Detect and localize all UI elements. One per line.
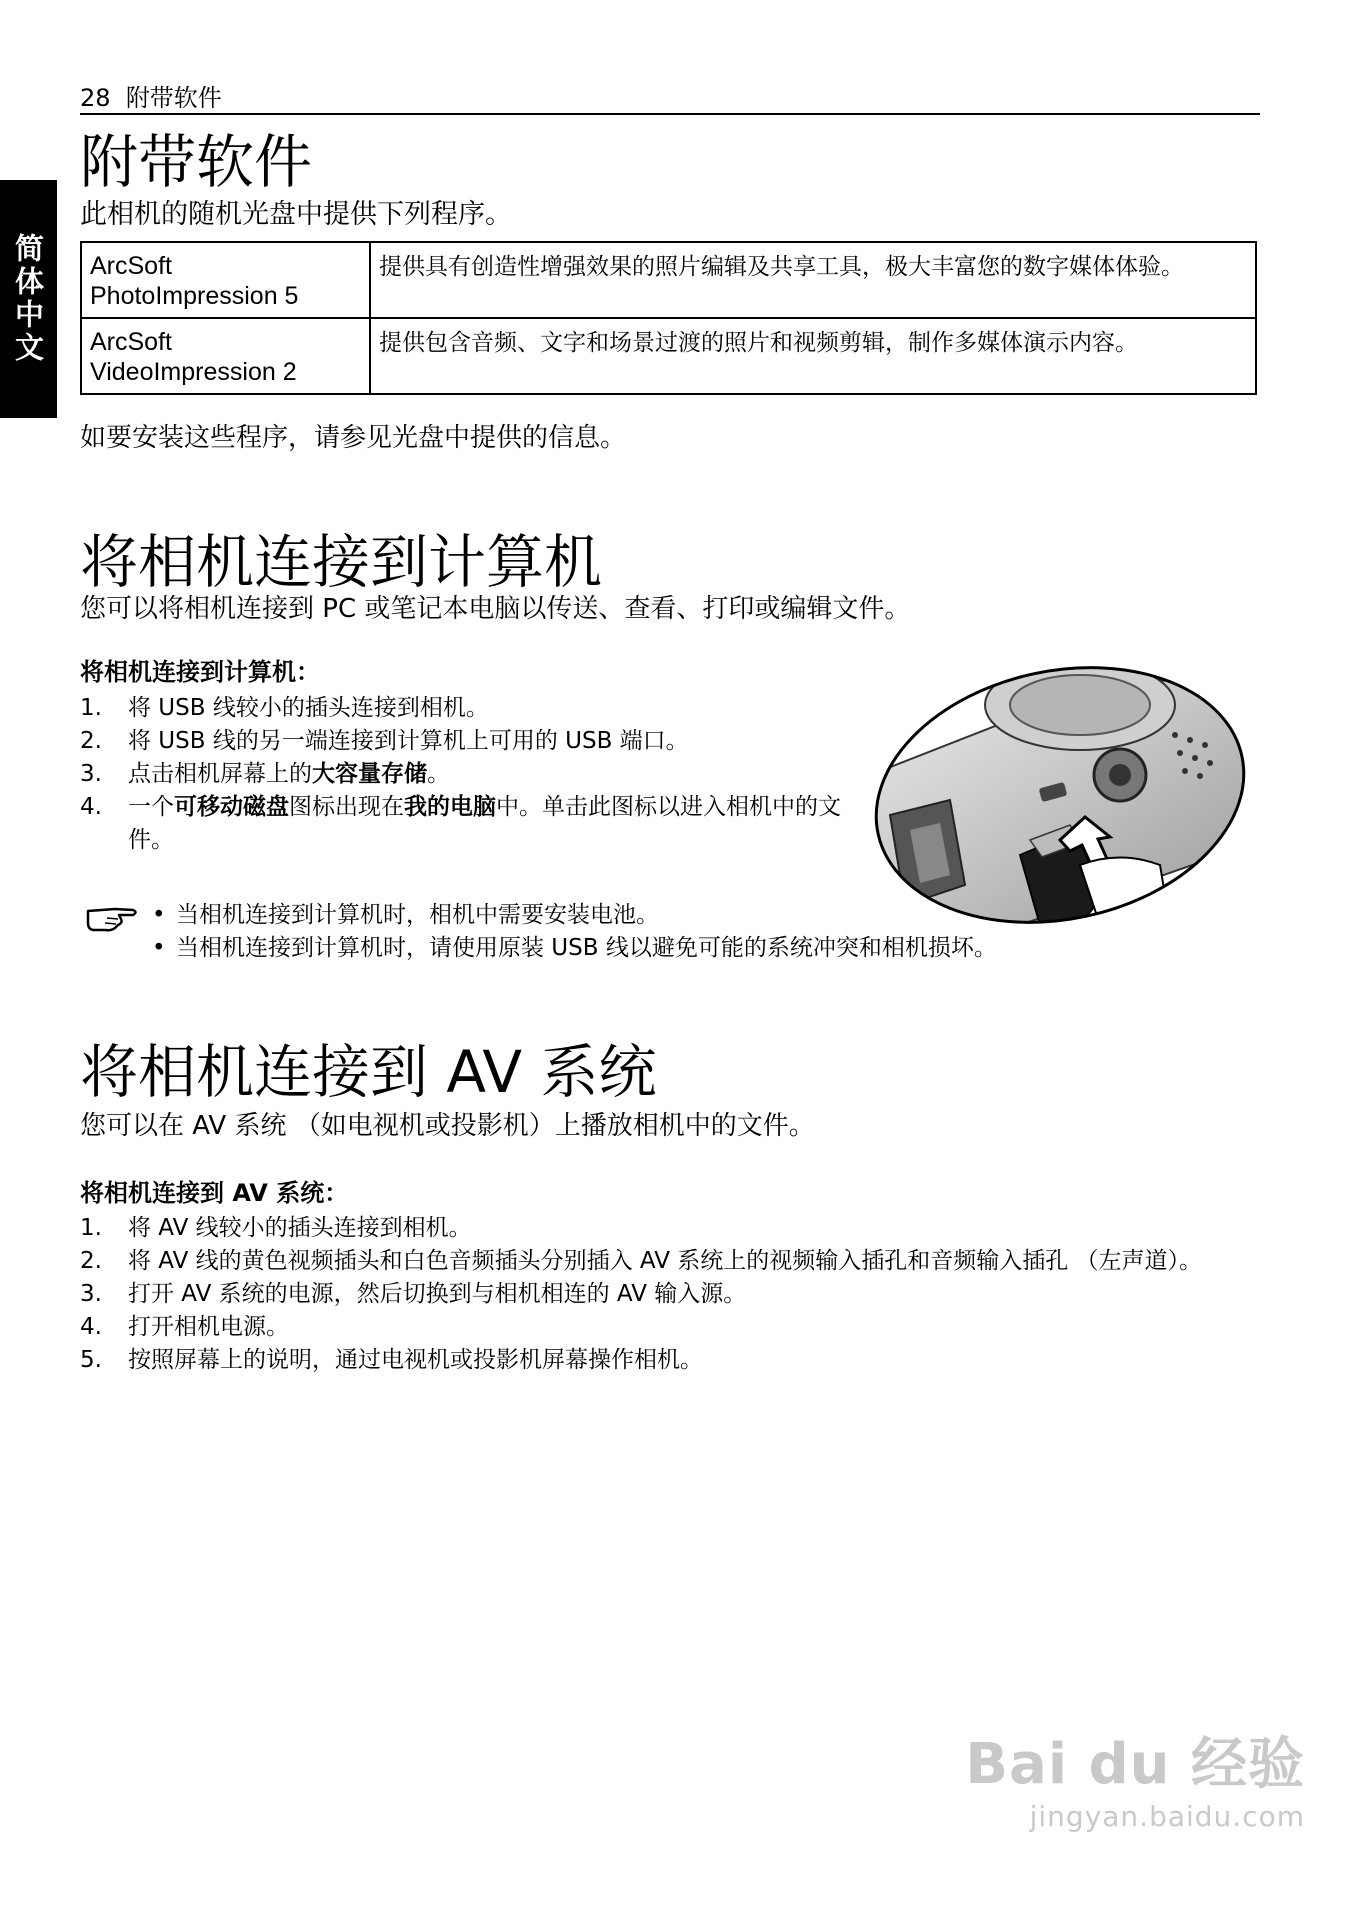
- step-text: 打开相机电源。: [128, 1314, 289, 1340]
- list-item: [80, 791, 848, 857]
- step-bold-term: 大容量存储: [312, 761, 427, 787]
- software-vendor: ArcSoft: [90, 252, 172, 280]
- step-text: 一个: [128, 794, 174, 820]
- watermark-brand: Bai du 经验: [965, 1732, 1305, 1797]
- step-text: 。: [427, 761, 450, 787]
- step-text: 中。单击此图标以进入相机中的文件。: [128, 794, 841, 853]
- software-name-cell: [81, 242, 370, 318]
- step-text: 点击相机屏幕上的: [128, 761, 312, 787]
- step-text: 将 AV 线较小的插头连接到相机。: [128, 1215, 472, 1241]
- step-number: 2.: [80, 1248, 102, 1274]
- computer-steps-list: [80, 692, 840, 857]
- software-product: PhotoImpression 5: [90, 282, 299, 310]
- language-label: 简体中文: [11, 233, 45, 365]
- step-bold-term: 我的电脑: [404, 794, 496, 820]
- step-number: 4.: [80, 794, 102, 820]
- pointing-hand-note-icon: [85, 901, 140, 933]
- section2-intro: 您可以将相机连接到 PC 或笔记本电脑以传送、查看、打印或编辑文件。: [80, 594, 911, 624]
- step-number: 4.: [80, 1314, 102, 1340]
- software-description-cell: 提供具有创造性增强效果的照片编辑及共享工具，极大丰富您的数字媒体体验。: [370, 242, 1256, 318]
- step-text: 图标出现在: [289, 794, 404, 820]
- list-item: [80, 758, 840, 791]
- header-rule: [80, 113, 1260, 115]
- software-description-cell: 提供包含音频、文字和场景过渡的照片和视频剪辑，制作多媒体演示内容。: [370, 318, 1256, 394]
- av-steps-list: [80, 1212, 1260, 1377]
- step-text: 打开 AV 系统的电源，然后切换到与相机相连的 AV 输入源。: [128, 1281, 747, 1307]
- list-item: [80, 692, 840, 725]
- note-block: [148, 899, 997, 965]
- note-item: • 当相机连接到计算机时，相机中需要安装电池。: [148, 899, 997, 932]
- step-text: 将 AV 线的黄色视频插头和白色音频插头分别插入 AV 系统上的视频输入插孔和音频输入插孔 （左声道）。: [128, 1248, 1203, 1274]
- step-number: 1.: [80, 1215, 102, 1241]
- list-item: [80, 725, 840, 758]
- software-name-cell: [81, 318, 370, 394]
- software-product: VideoImpression 2: [90, 358, 297, 386]
- step-number: 5.: [80, 1347, 102, 1373]
- step-number: 1.: [80, 695, 102, 721]
- list-item: [80, 1212, 1260, 1245]
- running-header: [80, 78, 222, 113]
- section3-subtitle: 将相机连接到 AV 系统：: [80, 1179, 349, 1207]
- section1-intro: 此相机的随机光盘中提供下列程序。: [80, 199, 512, 230]
- camera-usb-illustration: [870, 665, 1250, 925]
- step-text: 将 USB 线的另一端连接到计算机上可用的 USB 端口。: [128, 728, 689, 754]
- baidu-watermark: [965, 1720, 1305, 1833]
- software-table: [80, 241, 1257, 395]
- section-title-bundled-software: 附带软件: [80, 128, 313, 196]
- list-item: [80, 1245, 1308, 1278]
- section3-intro: 您可以在 AV 系统 （如电视机或投影机）上播放相机中的文件。: [80, 1111, 815, 1141]
- section-title-connect-computer: 将相机连接到计算机: [80, 528, 603, 596]
- step-number: 2.: [80, 728, 102, 754]
- table-row: [81, 242, 1256, 318]
- watermark-url: jingyan.baidu.com: [1029, 1800, 1305, 1833]
- section1-footer: 如要安装这些程序，请参见光盘中提供的信息。: [80, 423, 627, 453]
- step-text: 按照屏幕上的说明，通过电视机或投影机屏幕操作相机。: [128, 1347, 703, 1373]
- language-side-tab: [0, 180, 57, 418]
- note-item: • 当相机连接到计算机时，请使用原装 USB 线以避免可能的系统冲突和相机损坏。: [148, 932, 997, 965]
- list-item: [80, 1311, 1260, 1344]
- software-vendor: ArcSoft: [90, 328, 172, 356]
- step-bold-term: 可移动磁盘: [174, 794, 289, 820]
- header-section-title: 附带软件: [125, 84, 222, 112]
- step-number: 3.: [80, 761, 102, 787]
- list-item: [80, 1278, 1260, 1311]
- section2-subtitle: 将相机连接到计算机：: [80, 658, 320, 686]
- step-text: 将 USB 线较小的插头连接到相机。: [128, 695, 489, 721]
- table-row: [81, 318, 1256, 394]
- page-number: 28: [80, 84, 111, 112]
- section-title-connect-av: 将相机连接到 AV 系统: [80, 1038, 657, 1106]
- step-number: 3.: [80, 1281, 102, 1307]
- list-item: [80, 1344, 1260, 1377]
